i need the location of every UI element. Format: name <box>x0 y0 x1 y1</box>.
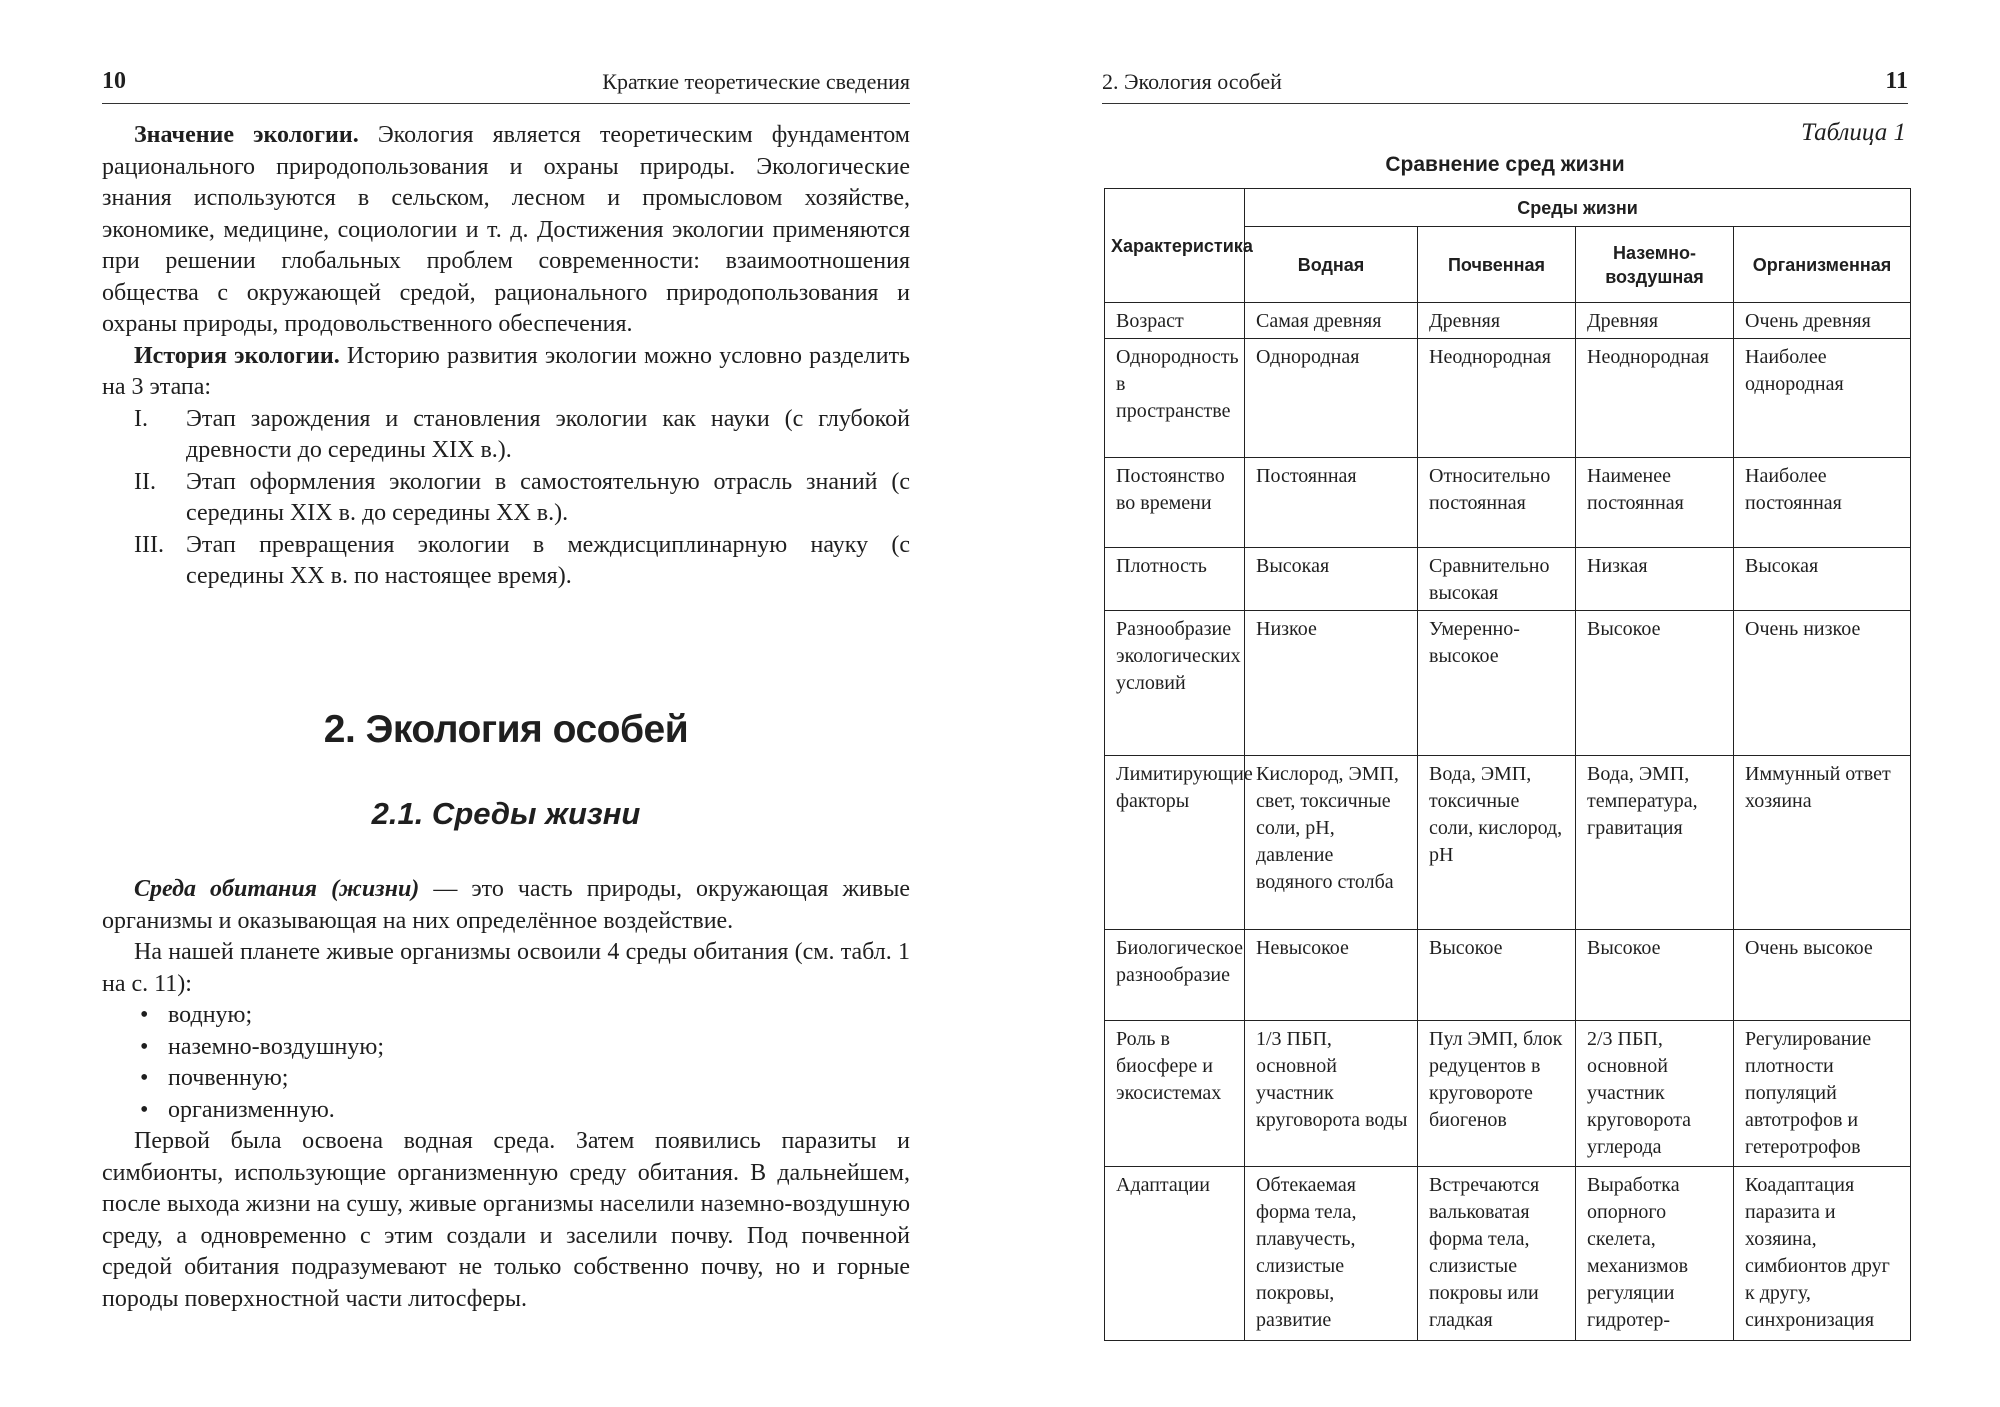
table-cell: Сравнительно высокая <box>1418 548 1576 611</box>
table-row <box>1105 339 1911 458</box>
table-cell: Низкое <box>1245 611 1418 756</box>
environments-list <box>102 1000 910 1126</box>
table-cell: Иммунный ответ хозяина <box>1734 756 1911 930</box>
table-cell: Относительно постоянная <box>1418 458 1576 548</box>
list-item <box>102 530 910 593</box>
table-cell: Высокая <box>1245 548 1418 611</box>
section-text-block <box>102 874 910 1315</box>
table-cell: Самая древняя <box>1245 303 1418 339</box>
bullet-icon: • <box>140 1065 149 1091</box>
running-title: 2. Экология особей <box>1102 69 1282 94</box>
history-stages-list <box>102 404 910 593</box>
list-item-text: наземно-воздушную; <box>168 1033 384 1060</box>
paragraph-environments-intro: На нашей планете живые организмы освоили 4 среды обитания (см. табл. 1 на с. 11): <box>102 939 910 997</box>
column-header-characteristic: Характеристика <box>1105 189 1245 303</box>
table-cell: Регулирование плотности популяций автотрофов и гетеротрофов <box>1734 1021 1911 1167</box>
table-cell: 1/3 ПБП, основной участник круговорота воды <box>1245 1021 1418 1167</box>
paragraph-environments-history: Первой была освоена водная среда. Затем появились паразиты и симбионты, использующие организменную среду обитания. В дальнейшем, после выхода жизни на сушу, живые организмы населили наземно-воздушную среду, а одновременно с этим создали и заселили почву. Под почвенной средой обитания подразумевают не только собственно почву, но и горные породы поверхностной части литосферы. <box>102 1128 910 1312</box>
paragraph-text: Экология является теоретическим фундаментом рационального природопользования и охраны природы. Экологические знания используются в сельском, лесном и промысловом хозяйстве, экономике, медицине, социологии и т. д. Достижения экологии применяются при решении глобальных проблем современности: взаимоотношения общества с окружающей средой, рационального природопользования и охраны природы, продовольственного обеспечения. <box>102 122 910 337</box>
table-cell: Наиболее однородная <box>1734 339 1911 458</box>
list-item-text: Этап оформления экологии в самостоятельную отрасль знаний (с середины XIX в. до середины XX в.). <box>186 468 910 526</box>
row-label: Адаптации <box>1105 1167 1245 1341</box>
table-cell: Высокое <box>1418 930 1576 1021</box>
list-item-text: почвенную; <box>168 1065 289 1091</box>
table-row <box>1105 930 1911 1021</box>
table-cell: 2/3 ПБП, основной участник круговорота углерода <box>1576 1021 1734 1167</box>
table-cell: Коадаптация паразита и хозяина, симбионтов друг к другу, синхронизация <box>1734 1167 1911 1341</box>
row-label: Возраст <box>1105 303 1245 339</box>
running-title: Краткие теоретические сведения <box>602 69 910 94</box>
list-item-text: организменную. <box>168 1096 335 1123</box>
list-item-text: Этап зарождения и становления экологии как науки (с глубокой древности до середины XIX в.). <box>186 405 910 463</box>
bullet-icon: • <box>140 1096 149 1123</box>
table-row <box>1105 303 1911 339</box>
row-label: Биологическое разнообразие <box>1105 930 1245 1021</box>
page-number: 10 <box>102 68 126 94</box>
list-item-number: I. <box>134 405 148 432</box>
table-cell: Невысокое <box>1245 930 1418 1021</box>
table-cell: Наиболее постоянная <box>1734 458 1911 548</box>
table-cell: Очень низкое <box>1734 611 1911 756</box>
table-title: Сравнение сред жизни <box>1385 153 1625 176</box>
bullet-icon: • <box>140 1002 149 1028</box>
list-item-number: II. <box>134 468 156 495</box>
table-cell: Очень древняя <box>1734 303 1911 339</box>
paragraph-text: — это часть природы, окружающая живые организмы и оказывающая на них определённое воздействие. <box>102 876 910 934</box>
table-cell: Обтекаемая форма тела, плавучесть, слизистые покровы, развитие <box>1245 1167 1418 1341</box>
intro-text-block <box>102 120 910 593</box>
table-row <box>1105 611 1911 756</box>
bullet-icon: • <box>140 1033 149 1060</box>
row-label: Лимитирующие факторы <box>1105 756 1245 930</box>
table-cell: Выработка опорного скелета, механизмов регуляции гидротер- <box>1576 1167 1734 1341</box>
paragraph-definition <box>102 874 910 937</box>
table-cell: Умеренно-высокое <box>1418 611 1576 756</box>
column-header: Организменная <box>1734 227 1911 303</box>
table-cell: Встречаются вальковатая форма тела, слизистые покровы или гладкая <box>1418 1167 1576 1341</box>
table-cell: Высокое <box>1576 930 1734 1021</box>
column-header: Почвенная <box>1418 227 1576 303</box>
table-cell: Очень высокое <box>1734 930 1911 1021</box>
row-label: Однородность в пространстве <box>1105 339 1245 458</box>
table-cell: Пул ЭМП, блок редуцентов в круговороте биогенов <box>1418 1021 1576 1167</box>
table-row <box>1105 756 1911 930</box>
table-cell: Древняя <box>1576 303 1734 339</box>
table-cell: Неоднородная <box>1576 339 1734 458</box>
table-cell: Высокое <box>1576 611 1734 756</box>
table-cell: Постоянная <box>1245 458 1418 548</box>
definition-term: Среда обитания (жизни) <box>134 876 420 902</box>
list-item <box>102 467 910 530</box>
chapter-title: 2. Экология особей <box>323 708 689 751</box>
paragraph-ecology-significance <box>102 120 910 341</box>
row-label: Постоянство во времени <box>1105 458 1245 548</box>
table-cell: Низкая <box>1576 548 1734 611</box>
page-number: 11 <box>1885 68 1908 94</box>
table-cell: Высокая <box>1734 548 1911 611</box>
row-label: Роль в биосфере и экосистемах <box>1105 1021 1245 1167</box>
table-row <box>1105 548 1911 611</box>
table-cell: Древняя <box>1418 303 1576 339</box>
column-header: Водная <box>1245 227 1418 303</box>
list-item <box>102 1095 910 1127</box>
list-item <box>102 1032 910 1064</box>
paragraph-text: Историю развития экологии можно условно разделить на 3 этапа: <box>102 342 910 400</box>
list-item-text: Этап превращения экологии в междисциплинарную науку (с середины XX в. по настоящее время). <box>186 531 910 589</box>
list-item <box>102 404 910 467</box>
table-cell: Вода, ЭМП, токсичные соли, кислород, pH <box>1418 756 1576 930</box>
paragraph-lead: Значение экологии. <box>134 122 359 148</box>
list-item <box>102 1000 910 1032</box>
left-running-head <box>102 64 910 104</box>
right-page <box>1000 0 2000 1407</box>
table-row <box>1105 1167 1911 1341</box>
environments-comparison-table <box>1104 188 1911 1341</box>
table-cell: Наименее постоянная <box>1576 458 1734 548</box>
list-item <box>102 1063 910 1095</box>
table-row <box>1105 1021 1911 1167</box>
column-header: Наземно-воздушная <box>1576 227 1734 303</box>
row-label: Разнообразие экологических условий <box>1105 611 1245 756</box>
table-cell: Неоднородная <box>1418 339 1576 458</box>
table-cell: Вода, ЭМП, температура, гравитация <box>1576 756 1734 930</box>
row-label: Плотность <box>1105 548 1245 611</box>
table-cell: Однородная <box>1245 339 1418 458</box>
section-title: 2.1. Среды жизни <box>371 796 641 831</box>
table-label: Таблица 1 <box>1801 119 1906 146</box>
table-cell: Кислород, ЭМП, свет, токсичные соли, pH, давление водяного столба <box>1245 756 1418 930</box>
paragraph-ecology-history <box>102 341 910 404</box>
right-running-head <box>1102 64 1908 104</box>
paragraph-lead: История экологии. <box>134 342 340 369</box>
table-row <box>1105 458 1911 548</box>
list-item-text: водную; <box>168 1002 253 1028</box>
list-item-number: III. <box>134 531 164 558</box>
column-group-header: Среды жизни <box>1245 189 1911 227</box>
